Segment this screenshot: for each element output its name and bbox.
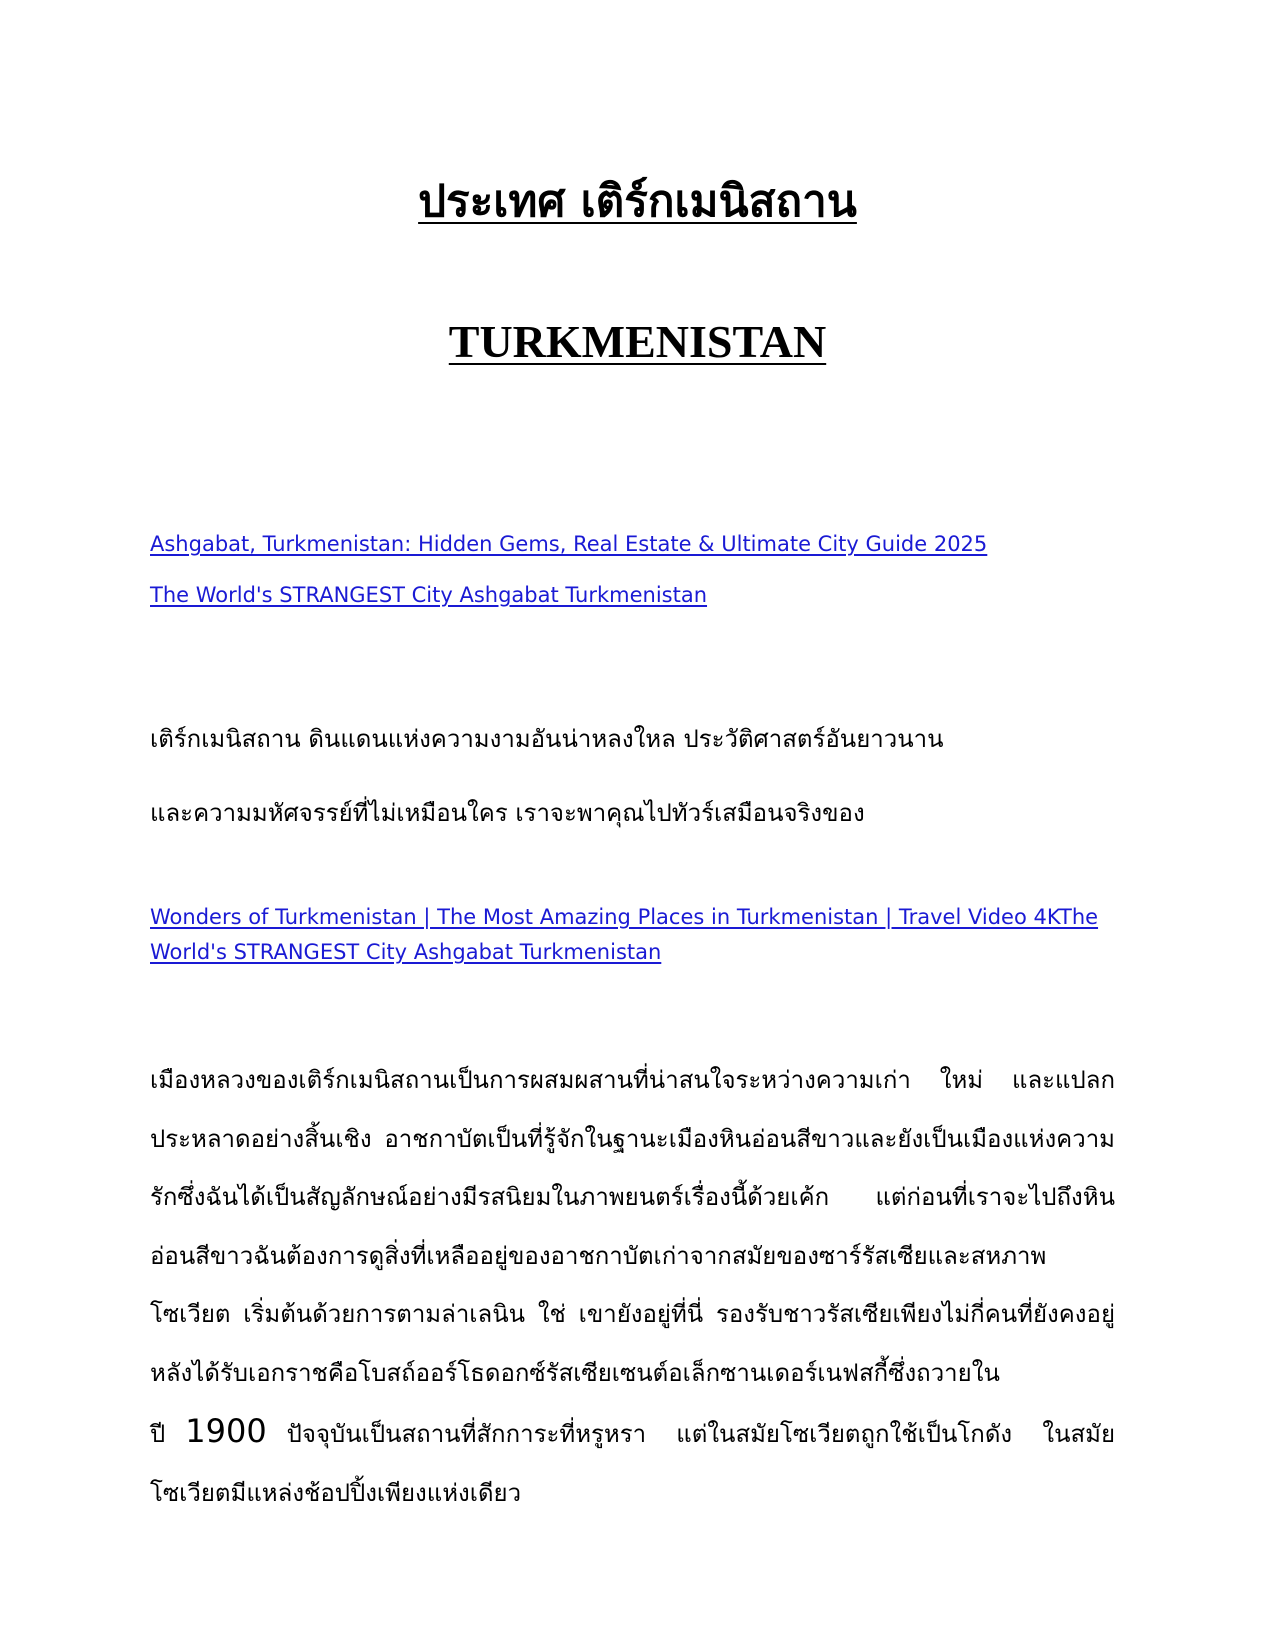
body-text-part1: เมืองหลวงของเติร์กเมนิสถานเป็นการผสมผสานที่น่าสนใจระหว่างความเก่า ใหม่ และแปลกประหลาดอย่างสิ้นเชิง อาชกาบัตเป็นที่รู้จักในฐานะเมืองหินอ่อนสีขาวและยังเป็นเมืองแห่งความรักซึ่งฉันได้เป็นสัญลักษณ์อย่างมีรสนิยมในภาพยนตร์เรื่องนี้ด้วยเค้ก แต่ก่อนที่เราจะไปถึงหินอ่อนสีขาวฉันต้องการดูสิ่งที่เหลืออยู่ของอาชกาบัตเก่าจากสมัยของซาร์รัสเซียและสหภาพโซเวียต เริ่มต้นด้วยการตามล่าเลนิน ใช่ เขายังอยู่ที่นี่ รองรับชาวรัสเซียเพียงไม่กี่คนที่ยังคงอยู่หลังได้รับเอกราชคือโบสถ์ออร์โธดอกซ์รัสเซียเซนต์อเล็กซานเดอร์เนฟสกี้ซึ่งถวายในปี	[150, 1066, 1115, 1448]
english-title	[0, 312, 1275, 372]
english-title-text: TURKMENISTAN	[448, 316, 827, 367]
intro-line: และความมหัศจรรย์ที่ไม่เหมือนใคร เราจะพาคุณไปทัวร์เสมือนจริงของ	[150, 799, 865, 827]
video-link-wonders[interactable]: Wonders of Turkmenistan | The Most Amazing Places in Turkmenistan | Travel Video 4KThe World's STRANGEST City Ashgabat Turkmenistan	[150, 905, 1099, 964]
body-paragraph	[150, 1051, 1115, 1522]
thai-title	[0, 172, 1275, 232]
body-year: 1900	[185, 1412, 267, 1450]
video-link-strangest-city[interactable]: The World's STRANGEST City Ashgabat Turkmenistan	[150, 583, 708, 607]
body-text-part2: ปัจจุบันเป็นสถานที่สักการะที่หรูหรา แต่ในสมัยโซเวียตถูกใช้เป็นโกดัง ในสมัยโซเวียตมีแหล่งช้อปปิ้งเพียงแห่งเดียว	[150, 1420, 1115, 1507]
video-link-ashgabat-guide[interactable]: Ashgabat, Turkmenistan: Hidden Gems, Real Estate & Ultimate City Guide 2025	[150, 532, 988, 556]
intro-paragraph	[150, 702, 1115, 850]
thai-title-text: ประเทศ เติร์กเมนิสถาน	[418, 176, 857, 227]
intro-line: เติร์กเมนิสถาน ดินแดนแห่งความงามอันน่าหลงใหล ประวัติศาสตร์อันยาวนาน	[150, 725, 944, 753]
